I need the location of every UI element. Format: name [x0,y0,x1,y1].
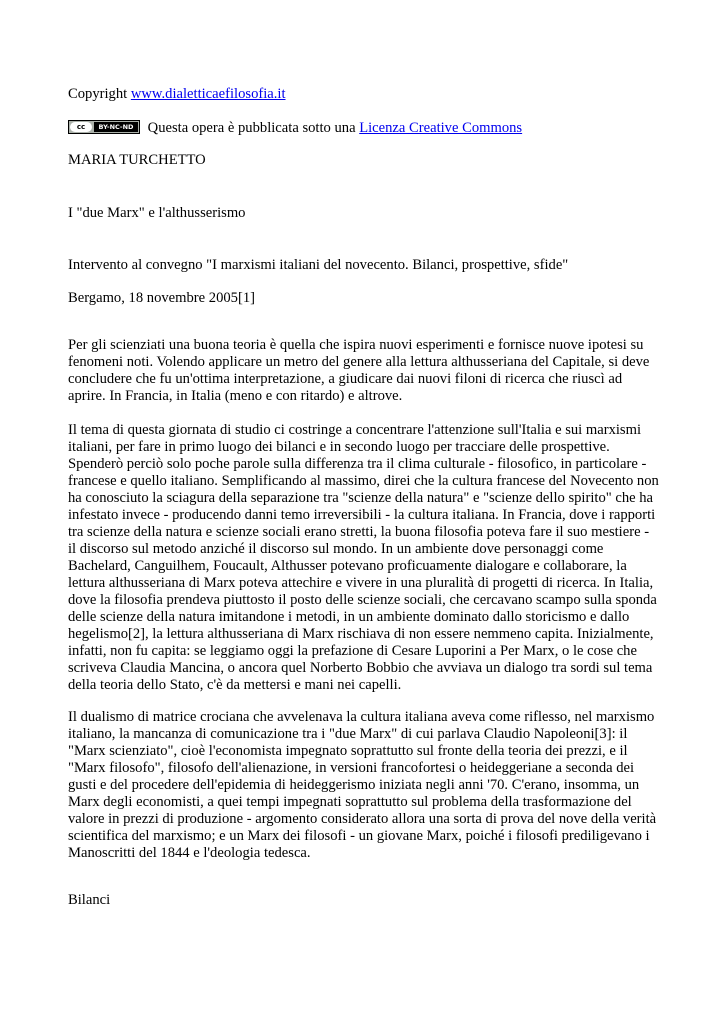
document-subtitle: Intervento al convegno "I marxismi italiani del novecento. Bilanci, prospettive, sfide" [68,257,569,273]
dateline: Bergamo, 18 novembre 2005[1] [68,290,255,306]
paragraph-1: Per gli scienziati una buona teoria è quella che ispira nuovi esperimenti e fornisce nuove ipotesi su fenomeni noti. Volendo applicare un metro del genere alla lettura althusseriana del Capitale, si deve concludere che fu un'ottima interpretazione, a giudicare dai nuovi filoni di ricerca che riuscì ad aprire. In Francia, in Italia (meno e con ritardo) e altrove. [68,337,650,404]
license-link[interactable]: Licenza Creative Commons [359,120,523,136]
cc-license-type: BY-NC-ND [94,122,138,132]
license-text: Questa opera è pubblicata sotto una [147,120,356,136]
document-title: I "due Marx" e l'althusserismo [68,205,246,221]
section-heading: Bilanci [68,892,111,908]
copyright-line [68,86,286,103]
copyright-label: Copyright [68,86,128,102]
copyright-link[interactable]: www.dialetticaefilosofia.it [130,86,286,102]
paragraph-2: Il tema di questa giornata di studio ci costringe a concentrare l'attenzione sull'Italia e sui marxismi italiani, per fare in primo luogo dei bilanci e in secondo luogo per tracciare delle prospettive. Spenderò perciò solo poche parole sulla differenza tra il clima culturale - filosofico, in particolare - francese e quello italiano. Semplificando al massimo, direi che la cultura francese del Novecento non ha conosciuto la sciagura della separazione tra "scienze della natura" e "scienze dello spirito" che ha infestato invece - producendo danni temo irreversibili - la cultura italiana. In Francia, dove i rapporti tra scienze della natura e scienze sociali erano stretti, la buona filosofia poteva fare il suo mestiere - il discorso sul metodo anziché il discorso sul mondo. In un ambiente dove personaggi come Bachelard, Canguilhem, Foucault, Althusser potevano proficuamente dialogare e collaborare, la lettura althusseriana di Marx poteva attechire e vivere in una pluralità di progetti di ricerca. In Italia, dove la filosofia prendeva piuttosto il posto delle scienze sociali, che cercavano scampo sulla sponda delle scienze della natura imitandone i metodi, in un ambiente dominato dallo storicismo e dallo hegelismo[2], la lettura althusseriana di Marx rischiava di non essere nemmeno capita. Inizialmente, infatti, non fu capita: se leggiamo oggi la prefazione di Cesare Luporini a Per Marx, o le cose che scriveva Claudia Mancina, o ancora quel Norberto Bobbio che avviava un dialogo tra sordi sul tema della teoria dello Stato, c'è da mettersi e mani nei capelli. [68,422,659,693]
author-name: MARIA TURCHETTO [68,152,206,168]
paragraph-3: Il dualismo di matrice crociana che avvelenava la cultura italiana aveva come riflesso, nel marxismo italiano, la mancanza di comunicazione tra i "due Marx" di cui parlava Claudio Napoleoni[3]: il "Marx scienziato", cioè l'economista impegnato soprattutto sul fronte della teoria dei prezzi, e il "Marx filosofo", filosofo dell'alienazione, in versioni francofortesi o heideggeriane a seconda dei gusti e del procedere dell'epidemia di heideggerismo iniziata negli anni '70. C'erano, insomma, un Marx degli economisti, a quei tempi impegnati soprattutto sul problema della trasformazione del valore in prezzi di produzione - argomento considerato allora una sorta di prova del nove della verità scientifica del marxismo; e un Marx dei filosofi - un giovane Marx, poiché i filosofi prediligevano i Manoscritti del 1844 e l'deologia tedesca. [68,709,657,861]
cc-logo-text: cc [70,122,92,132]
creative-commons-badge-icon[interactable] [68,120,140,134]
license-line [68,120,522,137]
